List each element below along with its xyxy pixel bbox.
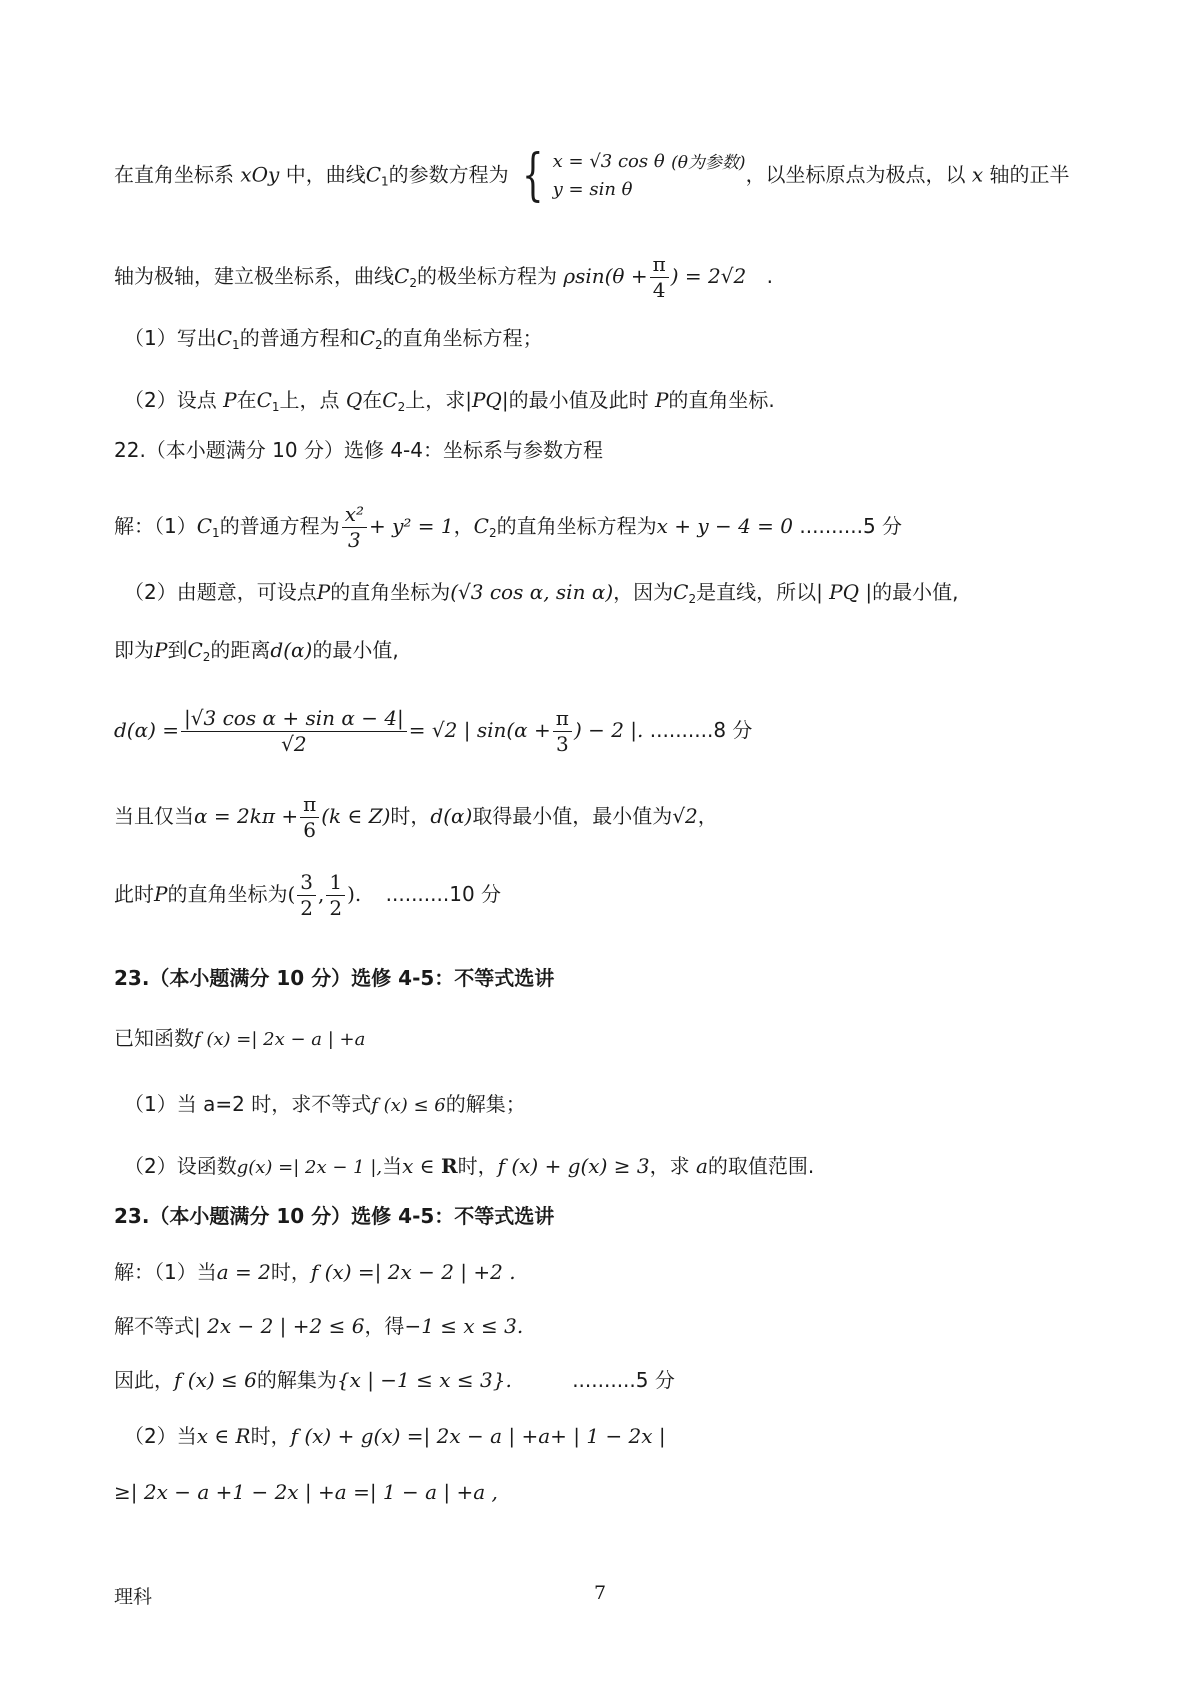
text: ， — [697, 804, 718, 828]
text: 在 — [236, 388, 257, 412]
expression: ≥| 2x − a +1 − 2x | +a =| 1 − a | +a , — [114, 1480, 498, 1504]
problem22-q2 — [124, 384, 775, 423]
function-g: g(x) =| 2x − 1 |, — [236, 1157, 383, 1178]
text: 解：（1） — [114, 514, 197, 538]
inequality: f (x) ≤ 6 — [371, 1095, 446, 1116]
solution23-line5 — [114, 1476, 498, 1508]
math-c: C — [216, 326, 233, 350]
subscript: 1 — [271, 400, 280, 414]
numerator: x² — [342, 504, 367, 528]
math-p: P — [223, 388, 237, 412]
problem23-q2 — [124, 1150, 814, 1184]
distance-fraction — [181, 708, 407, 755]
math-pq: |PQ| — [465, 388, 509, 412]
solution23-heading: 23.（本小题满分 10 分）选修 4-5：不等式选讲 — [114, 1204, 555, 1228]
text: 时， — [270, 1260, 311, 1284]
param-note: (θ为参数) — [671, 152, 746, 173]
math-c: C — [365, 162, 382, 187]
text: 当 — [382, 1154, 403, 1178]
numerator: π — [553, 708, 572, 732]
fraction-pi-3 — [553, 708, 572, 755]
solution22-heading: 22.（本小题满分 10 分）选修 4-4：坐标系与参数方程 — [114, 438, 603, 462]
score: ..........8 分 — [649, 718, 753, 742]
text: 时，求不等式 — [244, 1092, 372, 1116]
text: 的最小值, — [872, 580, 959, 604]
fraction-3-2 — [297, 872, 316, 919]
math-p: P — [316, 580, 331, 604]
equation-lhs: d(α) = — [114, 718, 180, 742]
text: 的普通方程和 — [239, 326, 360, 350]
text: ， — [453, 514, 474, 538]
question-label: （2） — [124, 388, 177, 412]
math-p: P — [154, 638, 168, 662]
text: 的最小值, — [312, 638, 399, 662]
text: 到 — [167, 638, 188, 662]
text: 设点 — [176, 388, 224, 412]
solution22-line5 — [114, 872, 501, 919]
solution22-line3 — [114, 634, 399, 673]
math-min: √2 — [672, 804, 698, 828]
math-xoy: xOy — [240, 162, 280, 187]
score: ..........5 分 — [799, 514, 903, 538]
parametric-system — [515, 143, 665, 208]
text: 的直角坐标方程； — [382, 326, 543, 350]
math-c: C — [394, 264, 410, 288]
text: 轴的正半 — [983, 162, 1070, 187]
math-x-in-r: x ∈ R — [196, 1424, 251, 1448]
score: ..........10 分 — [385, 882, 502, 906]
solution23-line2 — [114, 1310, 523, 1342]
problem23-line1 — [114, 1022, 365, 1056]
subscript: 2 — [397, 400, 406, 414]
math-c: C — [256, 388, 272, 412]
subscript: 2 — [688, 592, 697, 606]
inequality: f (x) + g(x) ≥ 3 — [497, 1154, 650, 1178]
footer-subject: 理科 — [114, 1586, 153, 1608]
subscript: 1 — [381, 174, 389, 189]
text: 取得最小值，最小值为 — [472, 804, 673, 828]
math-q: Q — [345, 388, 363, 412]
problem22-line1 — [114, 143, 1070, 208]
numerator: π — [300, 794, 319, 818]
text: ，求 — [649, 1154, 696, 1178]
text: 的直角坐标方程为 — [496, 514, 657, 538]
system-row-2: y = sin θ — [552, 179, 633, 200]
math-x: x — [971, 162, 984, 187]
text: 的极坐标方程为 — [416, 264, 557, 288]
text: 时， — [390, 804, 431, 828]
polar-lhs: ρsin(θ + — [563, 264, 648, 288]
text: 的解集； — [445, 1092, 526, 1116]
text: 的取值范围. — [707, 1154, 815, 1178]
subscript: 2 — [375, 338, 383, 352]
numerator: 1 — [326, 872, 345, 896]
text: 此时 — [114, 882, 154, 906]
denominator: 3 — [347, 528, 361, 552]
solution23-line4 — [124, 1420, 666, 1452]
subscript: 2 — [488, 526, 497, 540]
text: 上，点 — [279, 388, 346, 412]
system-row-1: x = √3 cos θ — [552, 151, 665, 172]
text: ，以坐标原点为极点，以 — [745, 162, 972, 187]
equation-rhs: = √2 | sin(α + — [408, 718, 551, 742]
text: 的参数方程为 — [388, 162, 509, 187]
text: 设函数 — [176, 1154, 237, 1178]
math-k: (k ∈ Z) — [321, 804, 391, 828]
subscript: 1 — [232, 338, 240, 352]
math-c: C — [473, 514, 489, 538]
question-label: （2） — [124, 580, 177, 604]
text: 是直线，所以 — [696, 580, 817, 604]
polar-rhs: ) = 2√2 — [670, 264, 747, 288]
text: 当 — [176, 1092, 204, 1116]
function-f: f (x) =| 2x − 2 | +2 . — [310, 1260, 516, 1284]
denominator: 6 — [303, 818, 317, 842]
math-c: C — [382, 388, 398, 412]
denominator: √2 — [281, 732, 307, 756]
math-p: P — [654, 388, 669, 412]
text: 时， — [250, 1424, 291, 1448]
denominator: 4 — [652, 278, 666, 302]
denominator: 2 — [329, 896, 343, 920]
function-f: f (x) =| 2x − a | +a — [194, 1029, 366, 1050]
text: 的普通方程为 — [219, 514, 340, 538]
numerator: |√3 cos α + sin α − 4| — [181, 708, 407, 732]
text: 在 — [362, 388, 383, 412]
math-c: C — [359, 326, 375, 350]
score: ..........5 分 — [572, 1368, 675, 1392]
text: ，得 — [364, 1314, 405, 1338]
text: 的直角坐标. — [668, 388, 775, 412]
text: 的距离 — [210, 638, 271, 662]
equation: x + y − 4 = 0 — [656, 514, 794, 538]
numerator: π — [650, 254, 669, 278]
condition: a=2 — [203, 1092, 245, 1116]
question-label: （1） — [124, 326, 177, 350]
text: 解：（1）当 — [114, 1260, 217, 1284]
text: 由题意，可设点 — [176, 580, 317, 604]
math-c: C — [673, 580, 689, 604]
math-a: a — [695, 1154, 708, 1178]
problem23-heading: 23.（本小题满分 10 分）选修 4-5：不等式选讲 — [114, 966, 555, 990]
text: 写出 — [176, 326, 217, 350]
math-d-alpha: d(α) — [270, 638, 313, 662]
equation-rhs: ) − 2 |. — [573, 718, 644, 742]
condition: a = 2 — [216, 1260, 271, 1284]
text: 的最小值及此时 — [508, 388, 655, 412]
fraction-1-2 — [326, 872, 345, 919]
solution22-distance-equation — [114, 708, 752, 755]
text: 即为 — [114, 638, 154, 662]
subscript: 2 — [409, 276, 417, 290]
text: 时， — [457, 1154, 498, 1178]
text: 因此， — [114, 1368, 174, 1392]
fraction-pi-4 — [650, 254, 669, 301]
math-d-alpha: d(α) — [430, 804, 473, 828]
solution-set: {x | −1 ≤ x ≤ 3}. — [336, 1368, 512, 1392]
problem23-q1 — [124, 1088, 526, 1122]
fraction-x2-3 — [342, 504, 367, 551]
denominator: 2 — [300, 896, 314, 920]
numerator: 3 — [297, 872, 316, 896]
text: ，因为 — [613, 580, 674, 604]
text: 轴为极轴，建立极坐标系，曲线 — [114, 264, 394, 288]
result: −1 ≤ x ≤ 3. — [404, 1314, 524, 1338]
inequality: f (x) ≤ 6 — [174, 1368, 257, 1392]
solution22-line2 — [124, 576, 958, 615]
equation: + y² = 1 — [368, 514, 454, 538]
question-label: （1） — [124, 1092, 177, 1116]
text: 解不等式 — [114, 1314, 194, 1338]
inequality: | 2x − 2 | +2 ≤ 6 — [194, 1314, 365, 1338]
subscript: 1 — [212, 526, 220, 540]
paren: ). — [347, 882, 362, 906]
comma: , — [318, 882, 325, 906]
math-pq: | PQ | — [816, 580, 873, 604]
solution22-line1 — [114, 504, 902, 551]
math-alpha: α = 2kπ + — [194, 804, 299, 828]
text: . — [766, 264, 773, 288]
paren: ( — [287, 882, 296, 906]
solution23-line3 — [114, 1364, 675, 1396]
math-p: P — [154, 882, 168, 906]
text: 的直角坐标为 — [167, 882, 288, 906]
solution22-line4 — [114, 794, 718, 841]
text: 当 — [176, 1424, 197, 1448]
solution23-line1 — [114, 1256, 516, 1288]
text: 的解集为 — [256, 1368, 337, 1392]
text: 当且仅当 — [114, 804, 194, 828]
text: 已知函数 — [114, 1026, 194, 1050]
text: 上，求 — [405, 388, 466, 412]
fraction-pi-6 — [300, 794, 319, 841]
problem22-q1 — [124, 322, 543, 361]
left-brace-icon: { — [522, 143, 544, 208]
denominator: 3 — [556, 732, 569, 756]
problem22-line2 — [114, 254, 773, 301]
text: 的直角坐标为 — [330, 580, 451, 604]
page-number: 7 — [594, 1582, 607, 1604]
coordinate: (√3 cos α, sin α) — [450, 580, 614, 604]
text: 在直角坐标系 — [114, 162, 241, 187]
text: 中，曲线 — [279, 162, 366, 187]
question-label: （2） — [124, 1424, 177, 1448]
expression: f (x) + g(x) =| 2x − a | +a+ | 1 − 2x | — [290, 1424, 666, 1448]
math-c: C — [187, 638, 203, 662]
subscript: 2 — [202, 650, 211, 664]
math-x-in: x ∈ — [402, 1154, 441, 1178]
math-r: R — [440, 1154, 458, 1178]
math-c: C — [196, 514, 213, 538]
question-label: （2） — [124, 1154, 177, 1178]
